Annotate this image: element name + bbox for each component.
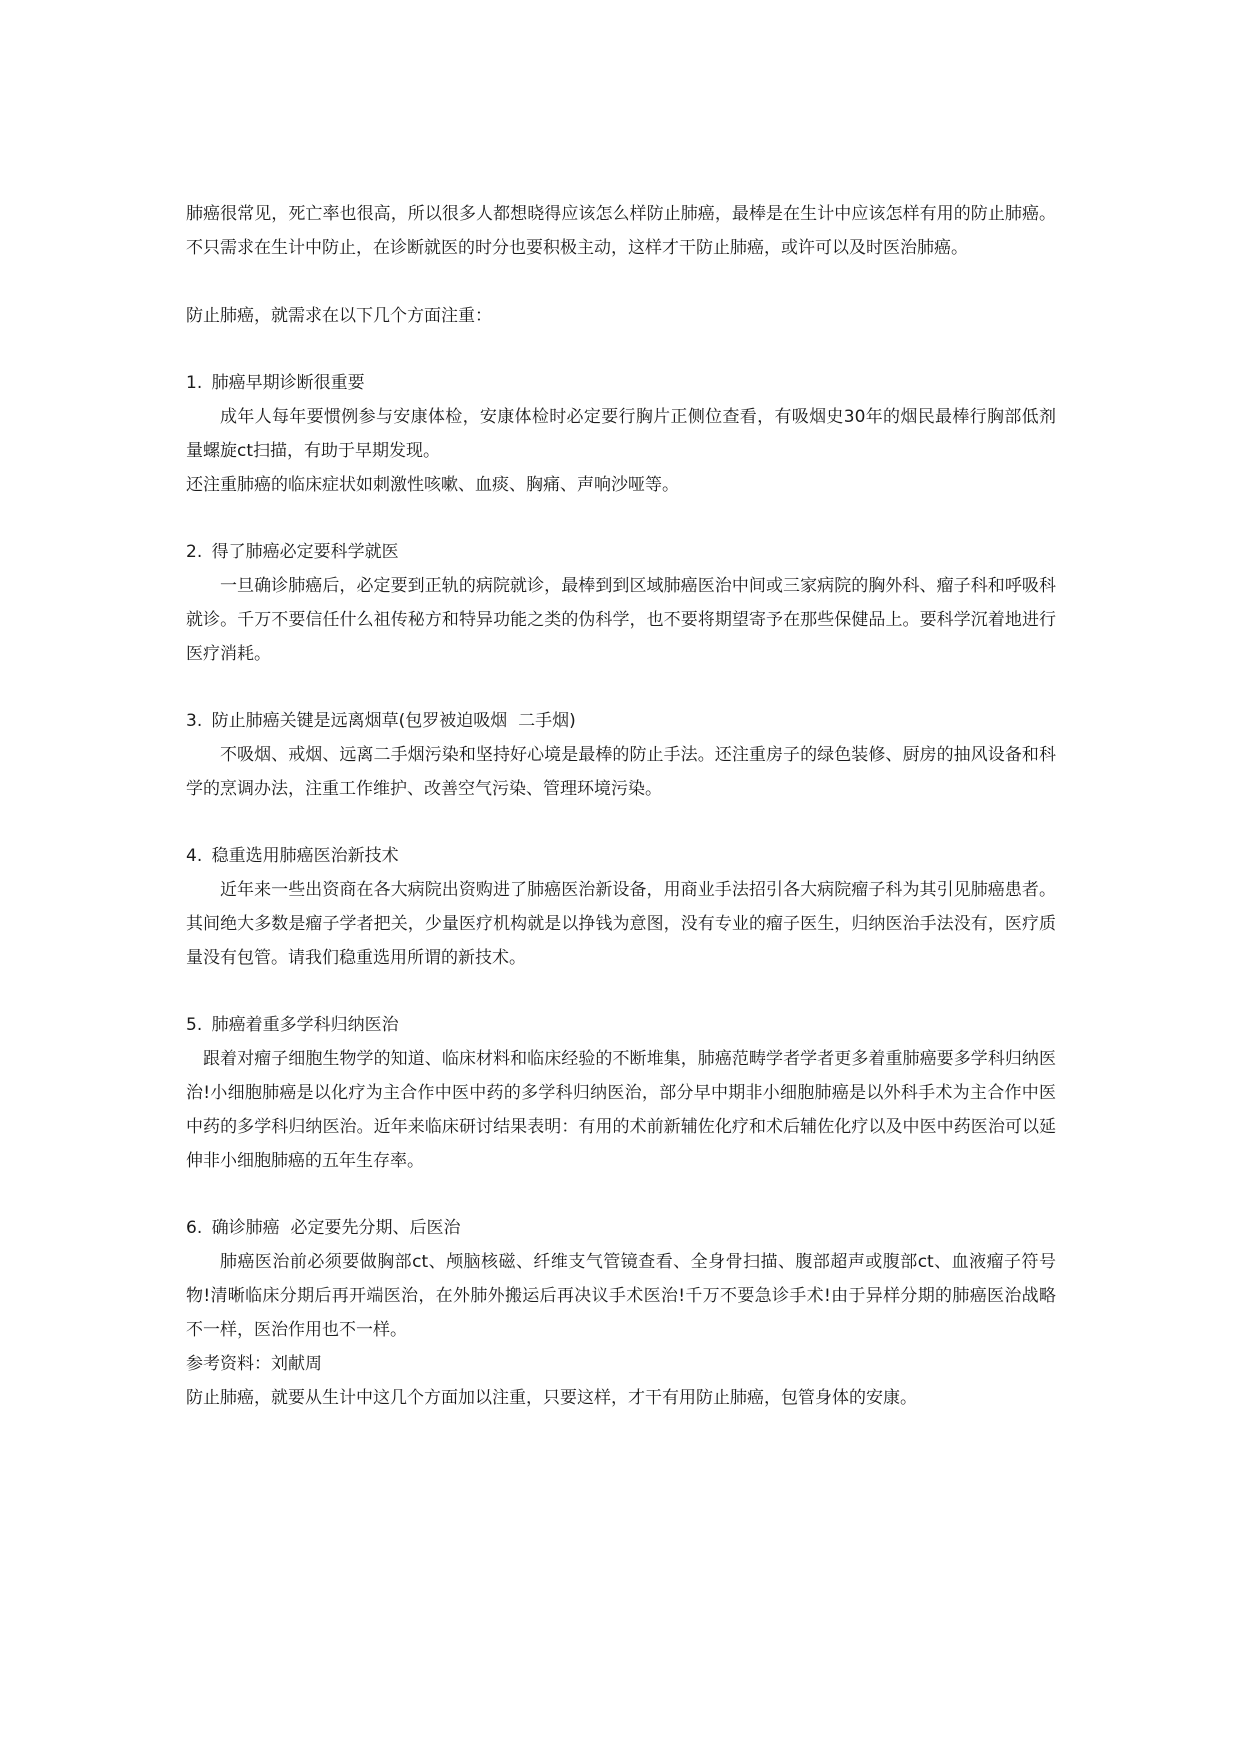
section-heading bbox=[186, 1008, 1056, 1042]
section-body: 跟着对瘤子细胞生物学的知道、临床材料和临床经验的不断堆集，肺癌范畴学者学者更多着重肺癌要多学科归纳医治!小细胞肺癌是以化疗为主合作中医中药的多学科归纳医治，部分早中期非小细胞肺癌是以外科手术为主合作中医中药的多学科归纳医治。近年来临床研讨结果表明：有用的术前新辅佐化疗和术后辅佐化疗以及中医中药医治可以延伸非小细胞肺癌的五年生存率。 bbox=[186, 1049, 1056, 1171]
section-title: 肺癌着重多学科归纳医治 bbox=[211, 1015, 399, 1035]
section-number: 5. bbox=[186, 1015, 203, 1035]
section-body: 一旦确诊肺癌后，必定要到正轨的病院就诊，最棒到到区域肺癌医治中间或三家病院的胸外科、瘤子科和呼吸科就诊。千万不要信任什么祖传秘方和特异功能之类的伪科学，也不要将期望寄予在那些保健品上。要科学沉着地进行医疗消耗。 bbox=[186, 576, 1056, 664]
section-body: 成年人每年要惯例参与安康体检，安康体检时必定要行胸片正侧位查看，有吸烟史30年的烟民最棒行胸部低剂量螺旋ct扫描，有助于早期发现。 bbox=[186, 407, 1056, 461]
section-number: 1. bbox=[186, 373, 203, 393]
section-extra: 还注重肺癌的临床症状如刺激性咳嗽、血痰、胸痛、声响沙哑等。 bbox=[186, 475, 679, 495]
lead-paragraph: 防止肺癌，就需求在以下几个方面注重： bbox=[186, 306, 492, 326]
section-heading bbox=[186, 839, 1056, 873]
section-4 bbox=[186, 839, 1056, 975]
section-heading bbox=[186, 1211, 1056, 1245]
section-heading bbox=[186, 366, 1056, 400]
closing-paragraph: 防止肺癌，就要从生计中这几个方面加以注重，只要这样，才干有用防止肺癌，包管身体的安康。 bbox=[186, 1388, 917, 1408]
intro-paragraph: 肺癌很常见，死亡率也很高，所以很多人都想晓得应该怎么样防止肺癌，最棒是在生计中应该怎样有用的防止肺癌。不只需求在生计中防止，在诊断就医的时分也要积极主动，这样才干防止肺癌，或许可以及时医治肺癌。 bbox=[186, 204, 1056, 258]
section-number: 3. bbox=[186, 711, 203, 731]
section-body: 不吸烟、戒烟、远离二手烟污染和坚持好心境是最棒的防止手法。还注重房子的绿色装修、厨房的抽风设备和科学的烹调办法，注重工作维护、改善空气污染、管理环境污染。 bbox=[186, 745, 1056, 799]
section-title: 防止肺癌关键是远离烟草(包罗被迫吸烟 二手烟) bbox=[211, 711, 576, 731]
section-1 bbox=[186, 366, 1056, 502]
section-title: 确诊肺癌 必定要先分期、后医治 bbox=[211, 1218, 461, 1238]
section-heading bbox=[186, 535, 1056, 569]
section-heading bbox=[186, 704, 1056, 738]
section-3 bbox=[186, 704, 1056, 806]
section-body: 肺癌医治前必须要做胸部ct、颅脑核磁、纤维支气管镜查看、全身骨扫描、腹部超声或腹部ct、血液瘤子符号物!清晰临床分期后再开端医治，在外肺外搬运后再决议手术医治!千万不要急诊手术!由于异样分期的肺癌医治战略不一样，医治作用也不一样。 bbox=[186, 1252, 1056, 1340]
section-title: 得了肺癌必定要科学就医 bbox=[211, 542, 399, 562]
section-title: 肺癌早期诊断很重要 bbox=[211, 373, 365, 393]
section-title: 稳重选用肺癌医治新技术 bbox=[211, 846, 399, 866]
section-body: 近年来一些出资商在各大病院出资购进了肺癌医治新设备，用商业手法招引各大病院瘤子科为其引见肺癌患者。其间绝大多数是瘤子学者把关，少量医疗机构就是以挣钱为意图，没有专业的瘤子医生，归纳医治手法没有，医疗质量没有包管。请我们稳重选用所谓的新技术。 bbox=[186, 880, 1056, 968]
section-2 bbox=[186, 535, 1056, 671]
section-number: 6. bbox=[186, 1218, 203, 1238]
article-body bbox=[186, 197, 1056, 1415]
section-number: 2. bbox=[186, 542, 203, 562]
section-number: 4. bbox=[186, 846, 203, 866]
section-5 bbox=[186, 1008, 1056, 1178]
reference-line: 参考资料：刘献周 bbox=[186, 1354, 322, 1374]
section-6 bbox=[186, 1211, 1056, 1415]
